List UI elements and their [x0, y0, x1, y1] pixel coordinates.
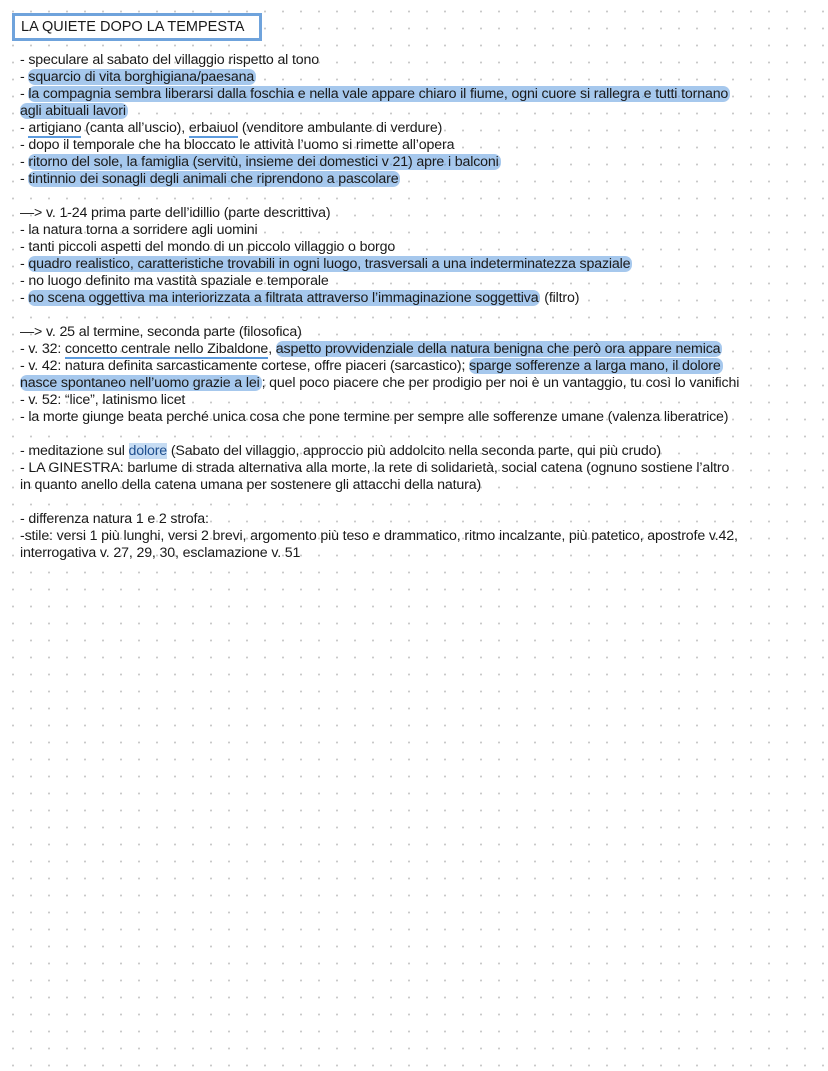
notes-body [20, 52, 739, 562]
text-segment: - v. 42: natura definita sarcasticamente cortese, offre piaceri (sarcastico); [20, 358, 470, 374]
note-line [20, 222, 739, 239]
blank-line [20, 188, 739, 205]
note-line [20, 86, 739, 103]
note-line [20, 52, 739, 69]
text-segment: , [268, 341, 276, 357]
text-segment: - la morte giunge beata perché unica cosa che pone termine per sempre alle sofferenze umane (valenza liberatrice) [20, 409, 729, 425]
note-line [20, 239, 739, 256]
highlighted-text: sparge sofferenze a larga mano, il dolore [469, 358, 721, 374]
text-segment: - LA GINESTRA: barlume di strada alternativa alla morte, la rete di solidarietà, social catena (ognuno sostiene l’altro [20, 460, 730, 476]
text-segment: ; quel poco piacere che per prodigio per noi è un vantaggio, tu così lo vanifichi [261, 375, 740, 391]
text-segment: - speculare al sabato del villaggio rispetto al tono [20, 52, 319, 68]
text-segment: - [20, 69, 29, 85]
text-segment: -stile: versi 1 più lunghi, versi 2 brevi, argomento più teso e drammatico, ritmo incalzante, più patetico, apostrofe v.42, [20, 528, 738, 544]
text-segment: - meditazione sul [20, 443, 129, 459]
text-segment: - la natura torna a sorridere agli uomini [20, 222, 258, 238]
underlined-text: concetto centrale nello Zibaldone [64, 341, 269, 357]
blank-line [20, 494, 739, 511]
highlighted-text: squarcio di vita borghigiana/paesana [28, 69, 255, 85]
highlighted-text: ritorno del sole, la famiglia (servitù, insieme dei domestici v 21) apre i balconi [28, 154, 499, 170]
note-line [20, 477, 739, 494]
text-segment: - dopo il temporale che ha bloccato le attività l’uomo si rimette all’opera [20, 137, 455, 153]
text-segment: - no luogo definito ma vastità spaziale e temporale [20, 273, 329, 289]
highlighted-text: quadro realistico, caratteristiche trovabili in ogni luogo, trasversali a una indeterminatezza spaziale [28, 256, 631, 272]
note-line [20, 290, 739, 307]
highlighted-text: la compagnia sembra liberarsi dalla foschia e nella vale appare chiaro il fiume, ogni cuore si rallegra e tutti tornano [28, 86, 729, 102]
note-line [20, 375, 739, 392]
page-title: LA QUIETE DOPO LA TEMPESTA [12, 13, 262, 41]
note-line [20, 443, 739, 460]
text-segment: (Sabato del villaggio, approccio più addolcito nella seconda parte, qui più crudo) [167, 443, 661, 459]
text-segment: —> v. 25 al termine, seconda parte (filosofica) [20, 324, 302, 340]
highlighted-text: no scena oggettiva ma interiorizzata a filtrata attraverso l’immaginazione soggettiva [28, 290, 539, 306]
blank-line [20, 307, 739, 324]
note-line [20, 256, 739, 273]
highlighted-text: nasce spontaneo nell’uomo grazie a lei [20, 375, 260, 391]
note-line [20, 545, 739, 562]
text-segment: (venditore ambulante di verdure) [238, 120, 443, 136]
note-line [20, 409, 739, 426]
marked-text: dolore [128, 443, 168, 459]
blank-line [20, 426, 739, 443]
text-segment: (canta all’uscio), [81, 120, 189, 136]
text-segment: - [20, 290, 29, 306]
note-line [20, 358, 739, 375]
note-line [20, 154, 739, 171]
text-segment: - tanti piccoli aspetti del mondo di un piccolo villaggio o borgo [20, 239, 396, 255]
note-line [20, 528, 739, 545]
highlighted-text: tintinnio dei sonagli degli animali che riprendono a pascolare [28, 171, 399, 187]
note-line [20, 205, 739, 222]
text-segment: - v. 32: [20, 341, 65, 357]
text-segment: - [20, 86, 29, 102]
note-line [20, 324, 739, 341]
text-segment: (filtro) [540, 290, 580, 306]
note-line [20, 273, 739, 290]
note-line [20, 511, 739, 528]
note-line [20, 171, 739, 188]
text-segment: - [20, 171, 29, 187]
note-line [20, 103, 739, 120]
highlighted-text: agli abituali lavori [20, 103, 126, 119]
note-line [20, 460, 739, 477]
note-line [20, 137, 739, 154]
text-segment: - [20, 154, 29, 170]
text-segment: - differenza natura 1 e 2 strofa: [20, 511, 209, 527]
underlined-text: artigiano [28, 120, 82, 136]
note-line [20, 69, 739, 86]
highlighted-text: aspetto provvidenziale della natura benigna che però ora appare nemica [275, 341, 721, 357]
text-segment: - v. 52: “lice”, latinismo licet [20, 392, 186, 408]
text-segment: —> v. 1-24 prima parte dell’idillio (parte descrittiva) [20, 205, 331, 221]
note-line [20, 120, 739, 137]
underlined-text: erbaiuol [188, 120, 239, 136]
note-line [20, 392, 739, 409]
text-segment: - [20, 120, 29, 136]
text-segment: - [20, 256, 29, 272]
note-line [20, 341, 739, 358]
text-segment: interrogativa v. 27, 29, 30, esclamazione v. 51 [20, 545, 301, 561]
text-segment: in quanto anello della catena umana per sostenere gli attacchi della natura) [20, 477, 482, 493]
